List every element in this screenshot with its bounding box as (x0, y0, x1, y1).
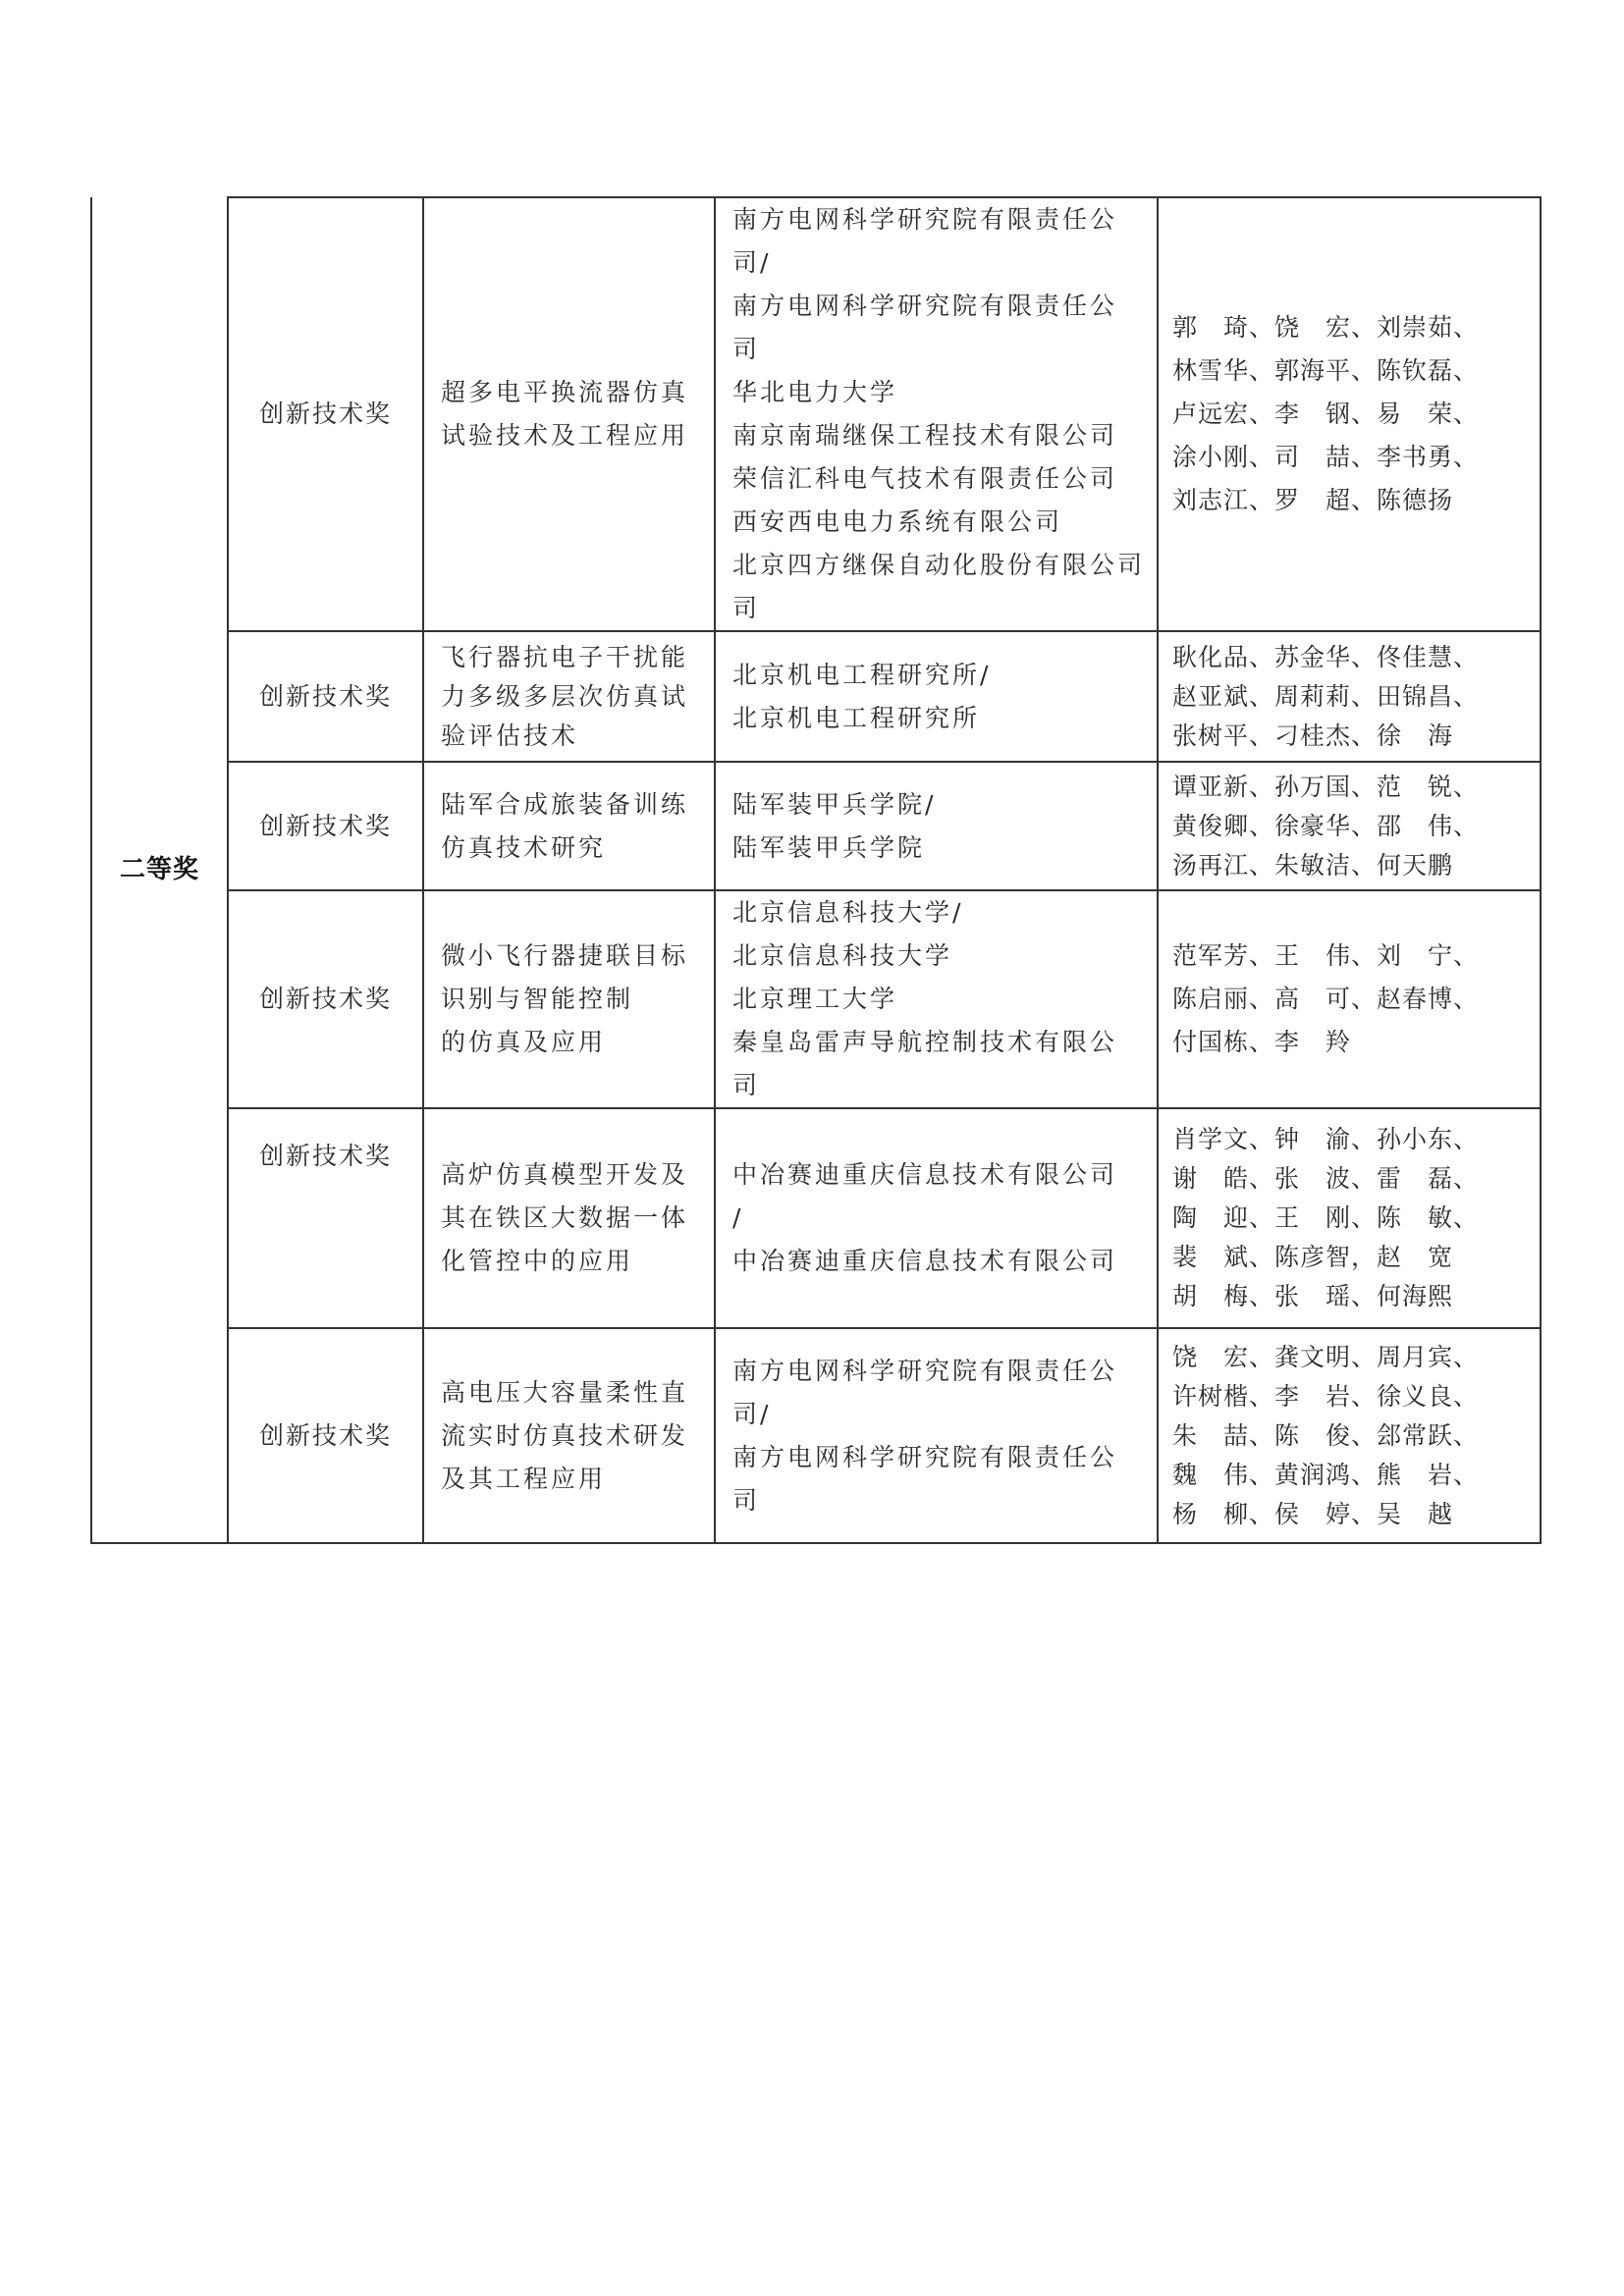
organization-line: 南方电网科学研究院有限责任公 (732, 292, 1118, 320)
organization-line: 陆军装甲兵学院 (732, 832, 926, 862)
project-title-line: 微小飞行器捷联目标 (441, 941, 689, 970)
award-type-cell (228, 197, 423, 631)
members-line: 刘志江、罗 超、陈德扬 (1172, 486, 1454, 514)
project-title-line: 及其工程应用 (441, 1464, 607, 1493)
members-line: 陶 迎、王 刚、陈 敏、 (1172, 1203, 1480, 1232)
table-row (91, 1328, 1541, 1543)
organization-line: 西安西电电力系统有限公司 (732, 507, 1063, 536)
award-type: 创新技术奖 (258, 1142, 392, 1170)
organization-line: 司 (732, 1071, 761, 1099)
table-row (91, 890, 1541, 1108)
project-title-cell (423, 762, 715, 890)
project-title-line: 其在铁区大数据一体 (441, 1203, 689, 1232)
organization-cell (715, 762, 1158, 890)
members-line: 裴 斌、陈彦智，赵 宽 (1172, 1243, 1454, 1271)
award-type: 创新技术奖 (258, 681, 392, 711)
project-title-line: 高炉仿真模型开发及 (441, 1160, 689, 1189)
organization-cell (715, 1108, 1158, 1328)
organization-line: 司/ (732, 248, 772, 277)
table-row (91, 197, 1541, 631)
members-line: 饶 宏、龚文明、周月宾、 (1172, 1342, 1480, 1371)
members-line: 朱 喆、陈 俊、郐常跃、 (1172, 1420, 1480, 1450)
organization-line: 北京信息科技大学 (732, 941, 953, 970)
award-table (90, 196, 1542, 1544)
members-line: 胡 梅、张 瑶、何海熙 (1172, 1282, 1454, 1310)
project-title-line: 验评估技术 (441, 721, 579, 750)
members-line: 耿化品、苏金华、佟佳慧、 (1172, 642, 1480, 671)
project-title-cell (423, 1328, 715, 1543)
members-cell (1158, 1328, 1541, 1543)
organization-line: 司 (732, 335, 761, 363)
organization-line: 南方电网科学研究院有限责任公 (732, 1442, 1118, 1471)
organization-line: 北京理工大学 (732, 985, 898, 1013)
award-type-cell (228, 631, 423, 762)
organization-line: 陆军装甲兵学院/ (732, 789, 937, 819)
members-line: 杨 柳、侯 婷、吴 越 (1172, 1499, 1454, 1528)
members-cell (1158, 1108, 1541, 1328)
members-cell (1158, 762, 1541, 890)
award-level: 二等奖 (119, 855, 199, 884)
project-title-line: 化管控中的应用 (441, 1247, 634, 1275)
members-line: 魏 伟、黄润鸿、熊 岩、 (1172, 1460, 1480, 1489)
organization-line: 荣信汇科电气技术有限责任公司 (732, 464, 1118, 493)
project-title-line: 试验技术及工程应用 (441, 421, 689, 450)
members-line: 范军芳、王 伟、刘 宁、 (1172, 941, 1480, 970)
members-cell (1158, 197, 1541, 631)
organization-line: 南方电网科学研究院有限责任公 (732, 1356, 1118, 1385)
members-line: 付国栋、李 羚 (1172, 1028, 1352, 1056)
project-title-line: 陆军合成旅装备训练 (441, 789, 689, 819)
project-title-cell (423, 197, 715, 631)
award-type-cell (228, 890, 423, 1108)
members-line: 黄俊卿、徐豪华、邵 伟、 (1172, 811, 1480, 840)
project-title-line: 力多级多层次仿真试 (441, 681, 689, 711)
members-line: 张树平、刁桂杰、徐 海 (1172, 721, 1454, 750)
project-title-line: 高电压大容量柔性直 (441, 1377, 689, 1407)
table-row (91, 631, 1541, 762)
project-title-cell (423, 631, 715, 762)
members-line: 汤再江、朱敏洁、何天鹏 (1172, 850, 1454, 880)
project-title-line: 超多电平换流器仿真 (441, 378, 689, 406)
members-line: 谭亚新、孙万国、范 锐、 (1172, 772, 1480, 801)
project-title-line: 飞行器抗电子干扰能 (441, 642, 689, 671)
organization-line: 南方电网科学研究院有限责任公 (732, 205, 1118, 234)
members-line: 赵亚斌、周莉莉、田锦昌、 (1172, 681, 1480, 711)
project-title-line: 仿真技术研究 (441, 832, 607, 862)
members-line: 许树楷、李 岩、徐义良、 (1172, 1381, 1480, 1411)
organization-line: 北京信息科技大学/ (732, 898, 964, 927)
members-cell (1158, 631, 1541, 762)
organization-line: 北京机电工程研究所 (732, 703, 981, 732)
members-line: 林雪华、郭海平、陈钦磊、 (1172, 356, 1480, 385)
organization-line: 司 (732, 1485, 761, 1515)
project-title-cell (423, 1108, 715, 1328)
organization-line: 司 (732, 594, 761, 622)
table-row (91, 1108, 1541, 1328)
award-type: 创新技术奖 (258, 811, 392, 840)
organization-line: 南京南瑞继保工程技术有限公司 (732, 421, 1118, 450)
project-title-line: 识别与智能控制 (441, 985, 634, 1013)
members-line: 郭 琦、饶 宏、刘崇茹、 (1172, 313, 1480, 342)
organization-line: / (732, 1203, 744, 1232)
members-line: 谢 皓、张 波、雷 磊、 (1172, 1164, 1480, 1193)
organization-line: 秦皇岛雷声导航控制技术有限公 (732, 1028, 1118, 1056)
organization-cell (715, 890, 1158, 1108)
project-title-line: 流实时仿真技术研发 (441, 1420, 689, 1450)
award-type: 创新技术奖 (258, 400, 392, 428)
award-type: 创新技术奖 (258, 985, 392, 1013)
organization-line: 司/ (732, 1399, 772, 1428)
table-row (91, 762, 1541, 890)
organization-cell (715, 631, 1158, 762)
members-line: 陈启丽、高 可、赵春博、 (1172, 985, 1480, 1013)
members-cell (1158, 890, 1541, 1108)
award-type-cell (228, 1108, 423, 1328)
organization-cell (715, 197, 1158, 631)
organization-line: 北京机电工程研究所/ (732, 660, 992, 689)
organization-line: 中冶赛迪重庆信息技术有限公司 (732, 1247, 1118, 1275)
project-title-line: 的仿真及应用 (441, 1028, 607, 1056)
members-line: 涂小刚、司 喆、李书勇、 (1172, 443, 1480, 471)
award-type: 创新技术奖 (258, 1420, 392, 1450)
award-type-cell (228, 1328, 423, 1543)
organization-line: 华北电力大学 (732, 378, 898, 406)
members-line: 肖学文、钟 渝、孙小东、 (1172, 1125, 1480, 1153)
members-line: 卢远宏、李 钢、易 荣、 (1172, 400, 1480, 428)
organization-line: 中冶赛迪重庆信息技术有限公司 (732, 1160, 1118, 1189)
award-level-cell (91, 197, 228, 1543)
project-title-cell (423, 890, 715, 1108)
organization-cell (715, 1328, 1158, 1543)
organization-line: 北京四方继保自动化股份有限公司 (732, 551, 1146, 579)
award-type-cell (228, 762, 423, 890)
